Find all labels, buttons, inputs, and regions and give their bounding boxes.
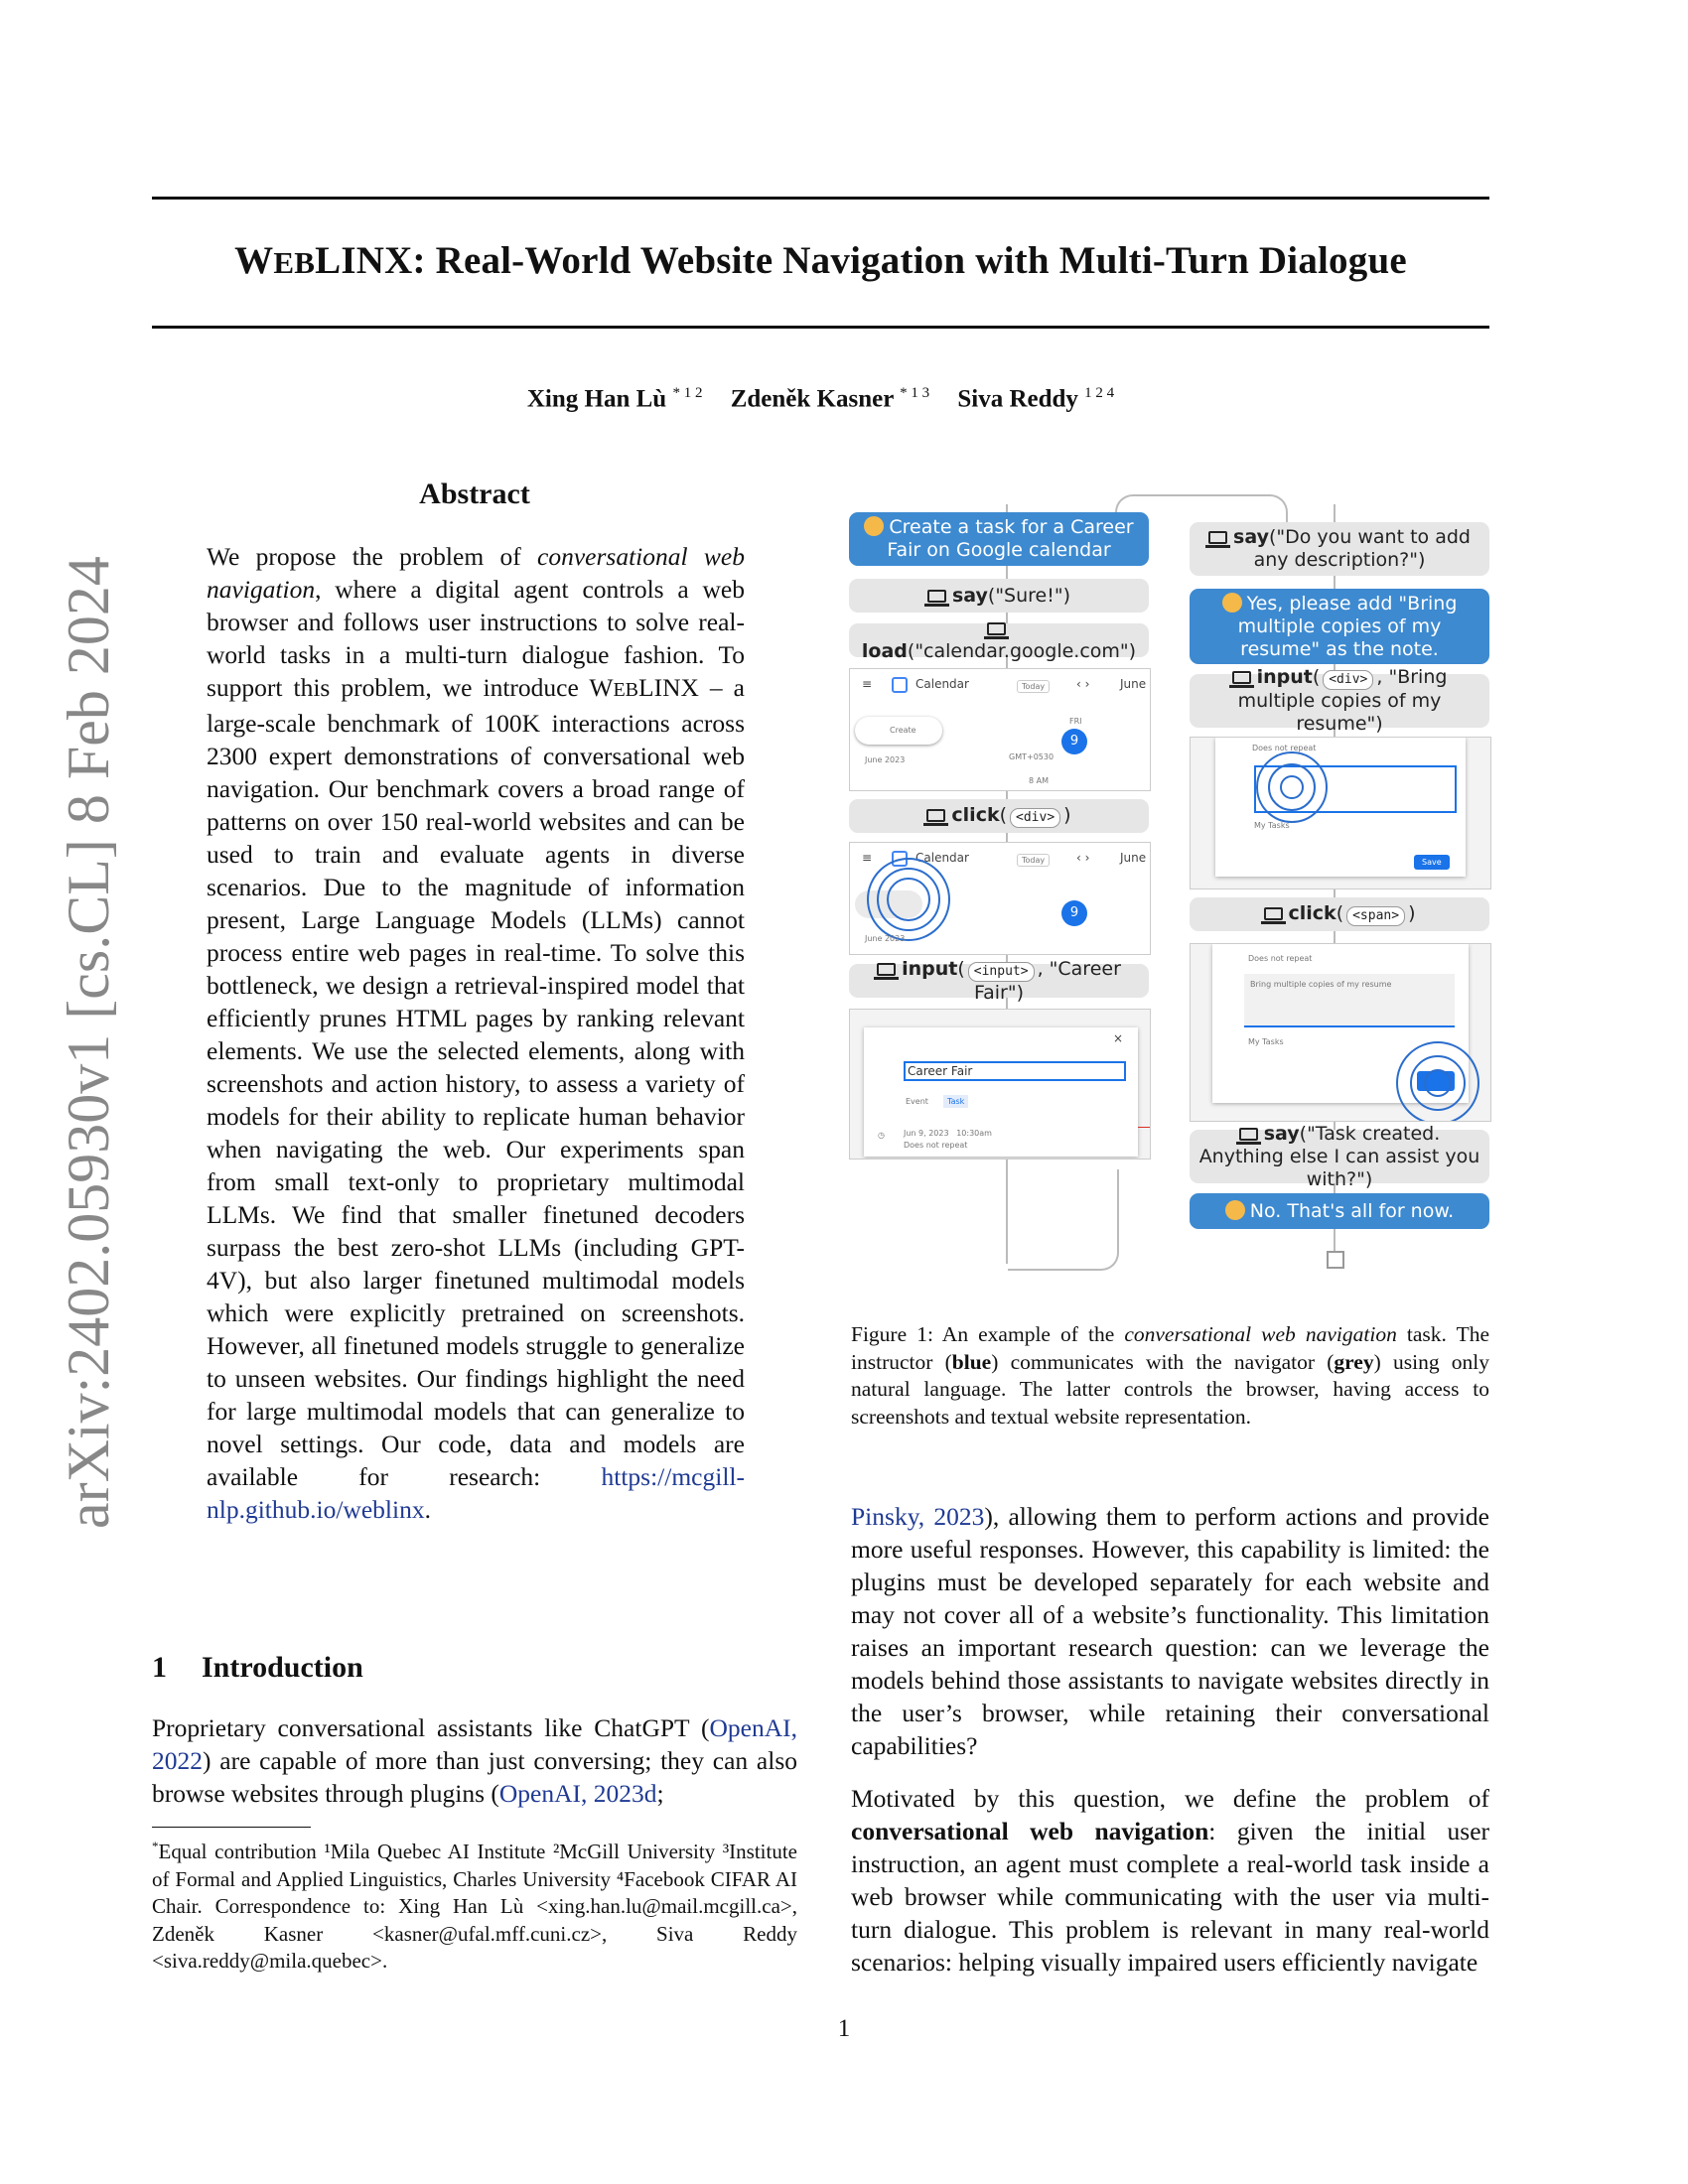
laptop-icon — [1232, 671, 1251, 684]
connector-curve — [1008, 1169, 1119, 1271]
day-circle: 9 — [1061, 900, 1087, 926]
page-number: 1 — [837, 2015, 851, 2042]
mini-month: June 2023 — [865, 934, 906, 943]
day-circle: 9 — [1061, 729, 1087, 754]
author: Siva Reddy — [957, 385, 1078, 413]
abstract-text: We propose the problem of conversational web navigation, where a digital agent controls a web browser and follows user instructions to solve real-world tasks in a multi-turn dialogue fashion. To support this problem, we introduce WEBLINX – a large-scale benchmark of 100K interactions across 2300 expert demonstrations of conversational web navigation. Our benchmark covers a broad range of patterns on over 150 real-world websites and can be used to train and evaluate agents in diverse scenarios. Due to the magnitude of information present, Large Language Models (LLMs) cannot process entire web pages in real-time. To solve this bottleneck, we design a retrieval-inspired model that efficiently prunes HTML pages by ranking relevant elements. We use the selected elements, along with screenshots and action history, to assess a variety of models for their ability to replicate human behavior when navigating the web. Our experiments span from small text-only to proprietary multimodal LLMs. We find that smaller finetuned decoders surpass the best zero-shot LLMs (including GPT-4V), but also larger finetuned multimodal models which were explicitly pretrained on screenshots. However, all finetuned models struggle to generalize to unseen websites. Our findings highlight the need for large multimodal models that can generalize to novel settings. Our code, data and models are available for research: https://mcgill-nlp.github.io/weblinx. — [207, 542, 746, 1524]
event-dialog-screenshot — [849, 1009, 1151, 1160]
instructor-message: Yes, please add "Bring multiple copies of my resume" as the note. — [1190, 589, 1489, 664]
navigator-action: say("Do you want to add any description?") — [1190, 522, 1489, 576]
event-tab: Event — [906, 1097, 928, 1106]
nav-arrows: ‹ › — [1076, 851, 1090, 865]
laptop-icon — [1239, 1128, 1258, 1141]
citation-link[interactable]: OpenAI, 2022 — [152, 1713, 797, 1775]
author-list: Xing Han Lù $^{* 1 2}$ Zdeněk Kasner $^{* 1 3}$ Siva Reddy $^{1 2 4}$ — [526, 385, 1115, 413]
citation-link[interactable]: Pinsky, 2023 — [851, 1502, 985, 1531]
navigator-action: load("calendar.google.com") — [849, 623, 1149, 657]
menu-icon: ≡ — [862, 851, 873, 865]
person-icon — [1225, 1200, 1245, 1220]
mini-month: June 2023 — [865, 755, 906, 764]
instructor-message: Create a task for a Career Fair on Google calendar — [849, 512, 1149, 566]
laptop-icon — [877, 963, 896, 976]
repeat-label: Does not repeat — [904, 1141, 968, 1150]
laptop-icon — [926, 809, 945, 822]
figure-1 — [849, 494, 1489, 1274]
code-link[interactable]: https://mcgill-nlp.github.io/weblinx — [207, 1462, 745, 1524]
laptop-icon — [927, 590, 946, 603]
author: Xing Han Lù — [526, 385, 667, 413]
weekday-label: FRI — [1069, 717, 1082, 726]
time-label: 8 AM — [1029, 776, 1050, 785]
repeat-label: Does not repeat — [1252, 744, 1317, 752]
laptop-icon — [1264, 907, 1283, 920]
laptop-icon — [987, 622, 1006, 635]
instructor-message: No. That's all for now. — [1190, 1193, 1489, 1229]
calendar-screenshot — [849, 668, 1151, 791]
body-paragraph: Motivated by this question, we define the problem of conversational web navigation: given the initial user instruction, an agent must complete a real-world task inside a web browser while communicating with the user via multi-turn dialogue. This problem is relevant in many real-world scenarios: helping visually impaired users efficiently navigate — [851, 1784, 1490, 1977]
click-target-ring — [867, 858, 950, 941]
task-tab: Task — [943, 1095, 968, 1108]
person-icon — [864, 516, 884, 536]
title-input: Career Fair — [904, 1061, 1126, 1081]
clock-icon: ◷ — [878, 1131, 885, 1140]
today-button: Today — [1017, 854, 1050, 867]
navigator-action: input( <input> , "Career Fair") — [849, 964, 1149, 998]
navigator-action: say("Sure!") — [849, 579, 1149, 613]
tasks-label: My Tasks — [1248, 1037, 1284, 1046]
red-line — [1138, 1127, 1150, 1128]
month-label: June — [1120, 677, 1147, 691]
click-target-ring — [1256, 751, 1328, 823]
navigator-action: input( <div> , "Bring multiple copies of my resume") — [1190, 674, 1489, 728]
person-icon — [1222, 593, 1242, 613]
paper-title: WEBLINX: Real-World Website Navigation with Multi-Turn Dialogue — [234, 239, 1407, 282]
title-bottom-rule — [152, 326, 1489, 329]
nav-arrows: ‹ › — [1076, 677, 1090, 691]
app-name: Calendar — [915, 851, 969, 865]
description-screenshot — [1190, 737, 1491, 889]
description-text: Bring multiple copies of my resume — [1250, 980, 1392, 989]
menu-icon: ≡ — [862, 677, 873, 691]
navigator-action: say("Task created. Anything else I can assist you with?") — [1190, 1130, 1489, 1183]
today-button: Today — [1017, 680, 1050, 693]
save-screenshot — [1190, 943, 1491, 1122]
figure-caption: Figure 1: An example of the conversational web navigation task. The instructor (blue) communicates with the navigator (grey) using only natural language. The latter controls the browser, having access to screenshots and textual website representation. — [851, 1322, 1490, 1429]
click-target-ring — [1396, 1041, 1479, 1122]
date-label: Jun 9, 2023 10:30am — [904, 1129, 992, 1138]
author: Zdeněk Kasner — [730, 385, 894, 413]
citation-link[interactable]: OpenAI, 2023d — [498, 1779, 657, 1808]
create-label: Create — [890, 726, 916, 735]
repeat-label: Does not repeat — [1248, 954, 1313, 963]
app-name: Calendar — [915, 677, 969, 691]
end-marker — [1327, 1251, 1344, 1269]
calendar-logo-icon — [892, 677, 908, 693]
intro-paragraph: Proprietary conversational assistants like ChatGPT (OpenAI, 2022) are capable of more than just conversing; they can also browse websites through plugins (OpenAI, 2023d; — [152, 1713, 797, 1808]
laptop-icon — [1208, 531, 1227, 544]
footnote-rule — [152, 1827, 311, 1828]
tz-label: GMT+0530 — [1009, 752, 1055, 761]
tasks-label: My Tasks — [1254, 821, 1290, 830]
arxiv-stamp: arXiv:2402.05930v1 [cs.CL] 8 Feb 2024 — [56, 556, 121, 1529]
top-rule — [152, 197, 1489, 200]
section-heading: 1 Introduction — [152, 1651, 363, 1684]
navigator-action: click( <span> ) — [1190, 897, 1489, 931]
calendar-screenshot — [849, 842, 1151, 955]
save-button: Save — [1414, 855, 1450, 870]
month-label: June — [1120, 851, 1147, 865]
footnote: *Equal contribution ¹Mila Quebec AI Institute ²McGill University ³Institute of Formal and Applied Linguistics, Charles University ⁴Facebook CIFAR AI Chair. Correspondence to: Xing Han Lù <xing.han.lu@mail.mcgill.ca>, Zdeněk Kasner <kasner@ufal.mff.cuni.cz>, Siva Reddy <siva.reddy@mila.quebec>. — [152, 1839, 797, 1973]
body-paragraph: Pinsky, 2023), allowing them to perform actions and provide more useful responses. However, this capability is limited: the plugins must be developed separately for each website and may not cover all of a website’s functionality. This limitation raises an important research question: can we leverage the models behind those assistants to navigate websites directly in the user’s browser, while retaining their conversational capabilities? — [851, 1502, 1489, 1760]
navigator-action: click( <div> ) — [849, 799, 1149, 833]
close-icon: × — [1113, 1031, 1124, 1045]
abstract-heading: Abstract — [419, 478, 530, 510]
